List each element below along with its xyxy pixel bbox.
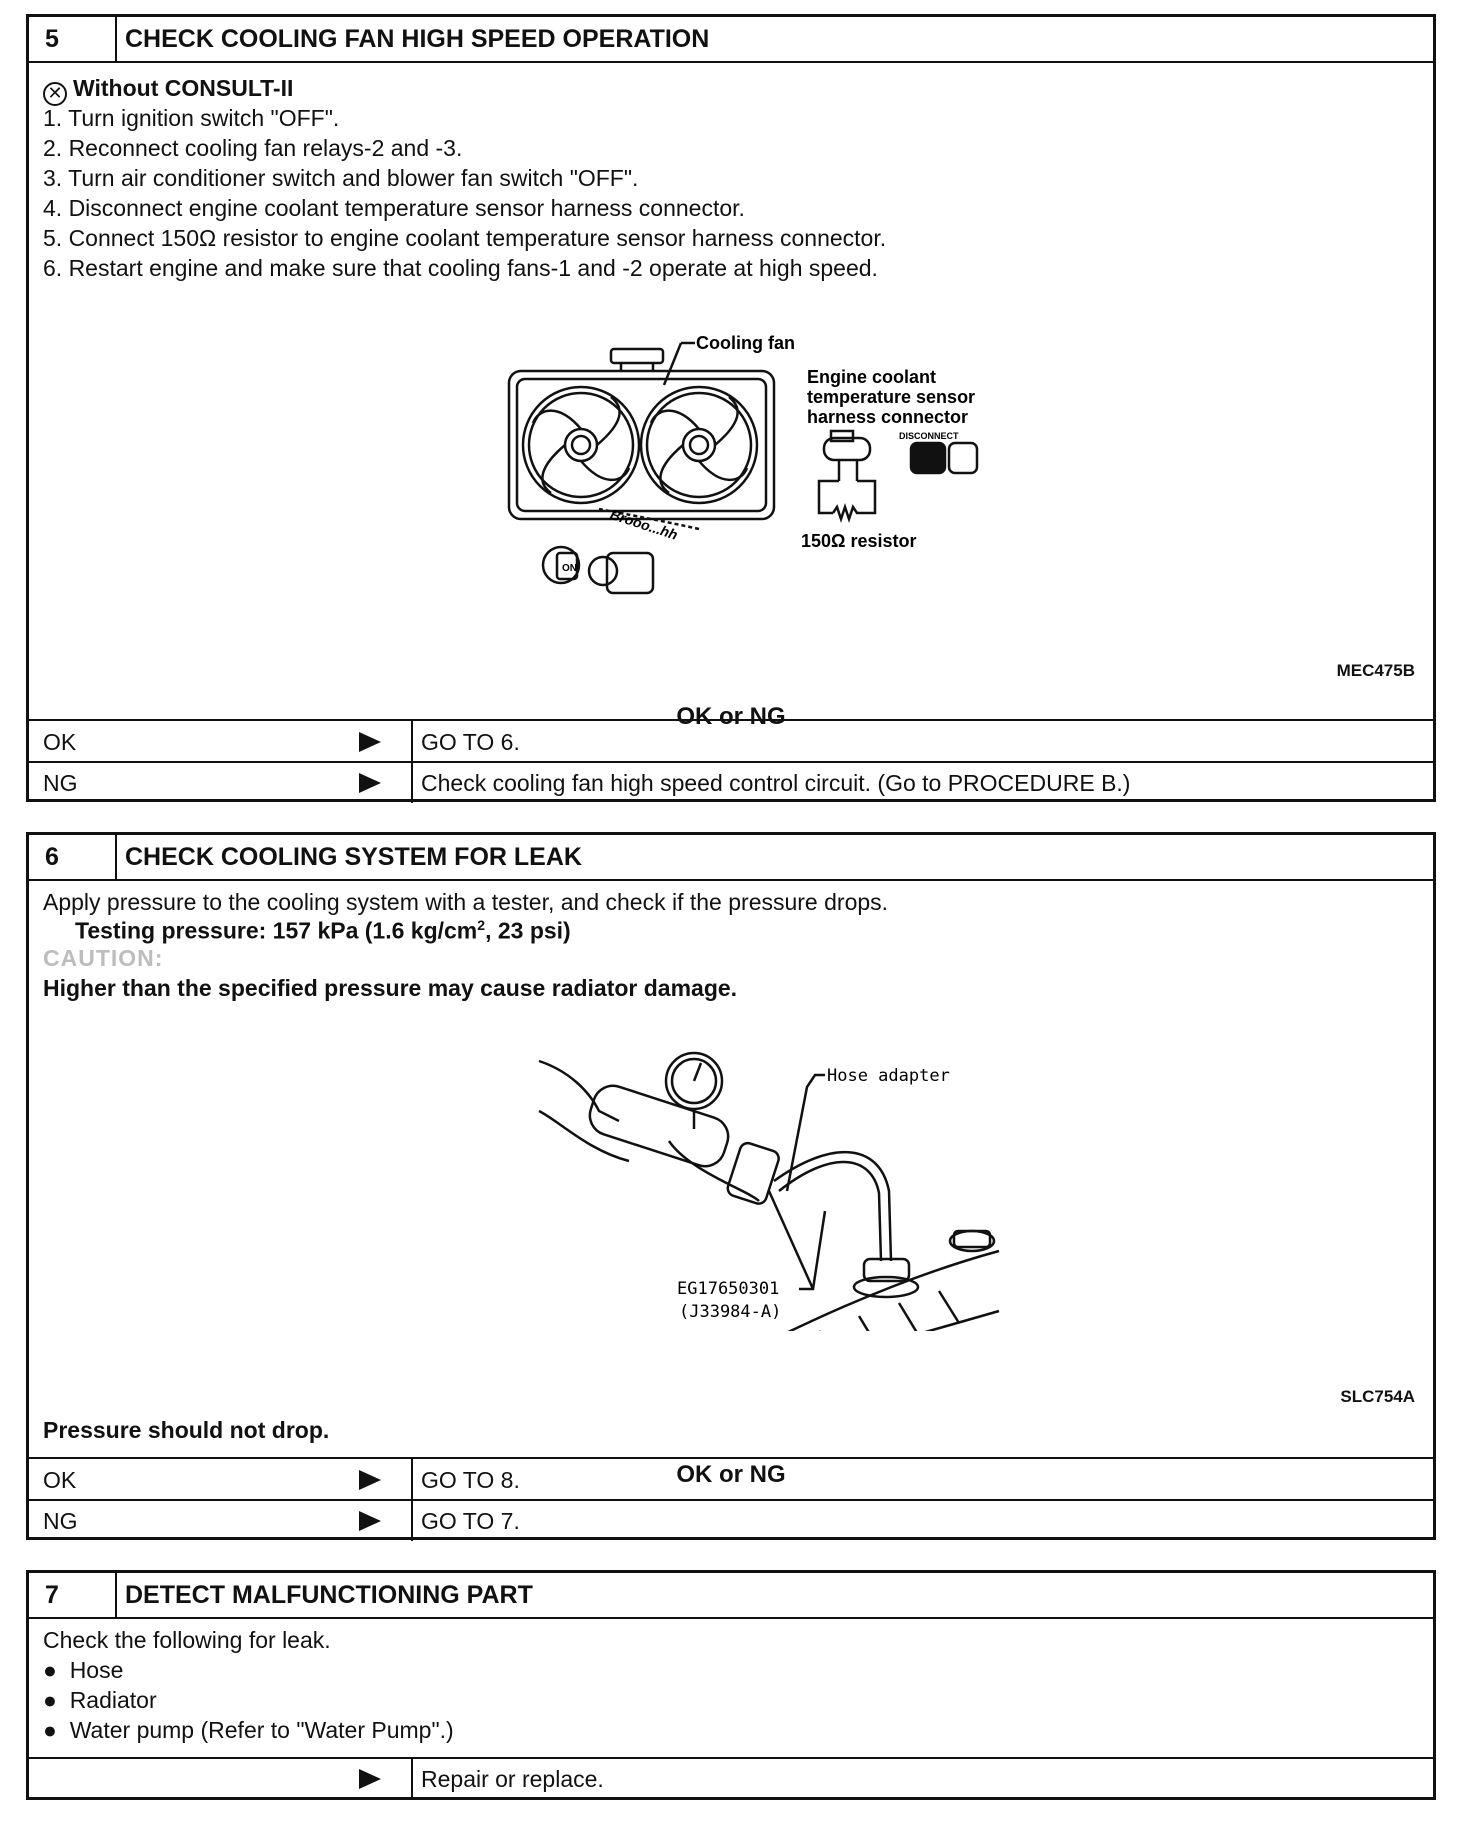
ok-or-ng-label: OK or NG	[676, 1461, 786, 1488]
section-header	[29, 835, 1433, 881]
section-title: CHECK COOLING SYSTEM FOR LEAK	[125, 842, 582, 871]
pressure-note: Pressure should not drop.	[43, 1417, 330, 1443]
svg-text:ON: ON	[562, 563, 577, 574]
svg-text:DISCONNECT: DISCONNECT	[899, 431, 959, 441]
no-consult-icon: ✕	[43, 82, 67, 106]
section-number: 7	[29, 1573, 117, 1617]
intro-text: Check the following for leak.	[43, 1627, 331, 1653]
result-row-ok: OK GO TO 6.	[29, 719, 1433, 763]
result-row-ng: NG Check cooling fan high speed control circuit. (Go to PROCEDURE B.)	[29, 761, 1433, 803]
svg-text:temperature sensor: temperature sensor	[807, 387, 976, 407]
step-4: 4. Disconnect engine coolant temperature sensor harness connector.	[43, 195, 745, 221]
step-1: 1. Turn ignition switch "OFF".	[43, 105, 340, 131]
bullet-icon: ●	[43, 1717, 57, 1743]
section-header	[29, 1573, 1433, 1619]
svg-text:EG17650301: EG17650301	[677, 1279, 780, 1299]
bullet-icon: ●	[43, 1687, 57, 1713]
svg-text:150Ω resistor: 150Ω resistor	[801, 531, 917, 551]
step-6: 6. Restart engine and make sure that cooling fans-1 and -2 operate at high speed.	[43, 255, 878, 281]
section-5	[26, 14, 1436, 802]
bullet-item: ● Water pump (Refer to "Water Pump".)	[43, 1717, 454, 1743]
pressure-tester-figure	[529, 1031, 1009, 1331]
svg-text:Hose adapter: Hose adapter	[827, 1066, 950, 1086]
ok-or-ng-label: OK or NG	[676, 703, 786, 730]
figure-code: MEC475B	[1336, 661, 1415, 680]
section-7	[26, 1570, 1436, 1800]
cooling-fan-figure	[499, 313, 1019, 633]
testing-pressure: Testing pressure: 157 kPa (1.6 $kg/cm^2$, 23 psi)	[75, 917, 571, 944]
svg-text:Cooling fan: Cooling fan	[696, 333, 795, 353]
section-header	[29, 17, 1433, 63]
section-body	[29, 1619, 1433, 1799]
section-body	[29, 881, 1433, 1539]
bullet-item: ● Radiator	[43, 1687, 157, 1713]
result-row: Repair or replace.	[29, 1757, 1433, 1799]
arrow-right-icon	[359, 1769, 381, 1789]
caution-label: CAUTION:	[43, 945, 164, 971]
svg-text:Engine coolant: Engine coolant	[807, 367, 937, 387]
result-row-ng: NG GO TO 7.	[29, 1499, 1433, 1541]
section-6	[26, 832, 1436, 1540]
section-number: 6	[29, 835, 117, 879]
step-5: 5. Connect 150Ω resistor to engine coolant temperature sensor harness connector.	[43, 225, 887, 251]
arrow-right-icon	[359, 1470, 381, 1490]
arrow-right-icon	[359, 1511, 381, 1531]
section-body	[29, 63, 1433, 801]
svg-text:(J33984-A): (J33984-A)	[679, 1302, 782, 1322]
subheading: ✕ Without CONSULT-II	[43, 75, 293, 106]
step-3: 3. Turn air conditioner switch and blower fan switch "OFF".	[43, 165, 639, 191]
bullet-icon: ●	[43, 1657, 57, 1683]
section-title: DETECT MALFUNCTIONING PART	[125, 1580, 533, 1609]
section-title: CHECK COOLING FAN HIGH SPEED OPERATION	[125, 24, 710, 53]
arrow-right-icon	[359, 732, 381, 752]
figure-code: SLC754A	[1340, 1387, 1415, 1406]
bullet-item: ● Hose	[43, 1657, 124, 1683]
result-row-ok: OK GO TO 8.	[29, 1457, 1433, 1501]
caution-text: Higher than the specified pressure may cause radiator damage.	[43, 975, 738, 1001]
step-2: 2. Reconnect cooling fan relays-2 and -3.	[43, 135, 463, 161]
svg-text:Brooo...hh: Brooo...hh	[608, 505, 680, 543]
svg-text:harness connector: harness connector	[807, 407, 969, 427]
instruction-text: Apply pressure to the cooling system with a tester, and check if the pressure drops.	[43, 889, 889, 915]
arrow-right-icon	[359, 773, 381, 793]
section-number: 5	[29, 17, 117, 61]
